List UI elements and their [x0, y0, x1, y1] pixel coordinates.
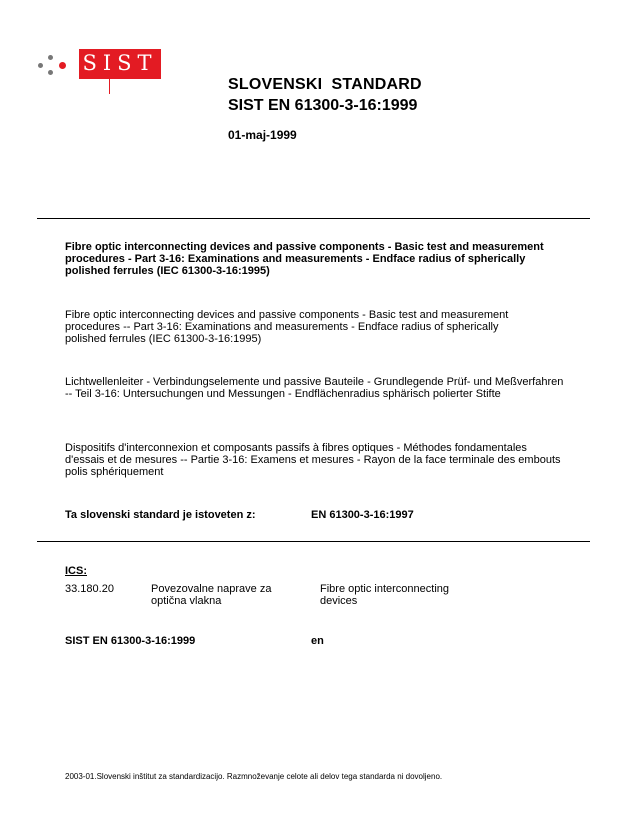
- ics-slovenian: Povezovalne naprave za optična vlakna: [151, 583, 272, 607]
- title-french: Dispositifs d'interconnexion et composants passifs à fibres optiques - Méthodes fondamentales d'essais et de mesures -- Partie 3-16: Examens et mesures - Rayon de la face terminale des embouts polis sphériquement: [65, 442, 561, 478]
- top-rule: [37, 218, 590, 219]
- bottom-code: SIST EN 61300-3-16:1999: [65, 635, 196, 647]
- sist-logo-text: SIST: [82, 51, 158, 75]
- footer-notice: 2003-01.Slovenski inštitut za standardizacijo. Razmnoževanje celote ali delov tega standarda ni dovoljeno.: [65, 772, 443, 781]
- identity-label: Ta slovenski standard je istoveten z:: [65, 509, 256, 521]
- bottom-language: en: [311, 635, 324, 647]
- sist-logo: [79, 49, 161, 79]
- ics-code: 33.180.20: [65, 583, 114, 595]
- title-main: Fibre optic interconnecting devices and passive components - Basic test and measurement procedures - Part 3-16: Examinations and measurements - Endface radius of spherically polished ferrules (IEC 61300-3-16:1995): [65, 241, 544, 277]
- middle-rule: [37, 541, 590, 542]
- title-german: Lichtwellenleiter - Verbindungselemente und passive Bauteile - Grundlegende Prüf- und Meßverfahren -- Teil 3-16: Untersuchungen und Messungen - Endflächenradius sphärisch polierter Stifte: [65, 376, 564, 400]
- logo-divider: [109, 79, 110, 94]
- identity-value: EN 61300-3-16:1997: [311, 509, 414, 521]
- ics-heading: ICS:: [65, 565, 87, 577]
- standard-date: 01-maj-1999: [228, 128, 297, 142]
- sist-logo-dots: [36, 52, 76, 82]
- standard-code: SIST EN 61300-3-16:1999: [228, 97, 418, 114]
- ics-english: Fibre optic interconnecting devices: [320, 583, 450, 607]
- title-english: Fibre optic interconnecting devices and passive components - Basic test and measurement procedures -- Part 3-16: Examinations and measurements - Endface radius of spherically polished ferrules (IEC 61300-3-16:1995): [65, 309, 509, 345]
- standard-type: SLOVENSKI STANDARD: [228, 76, 422, 93]
